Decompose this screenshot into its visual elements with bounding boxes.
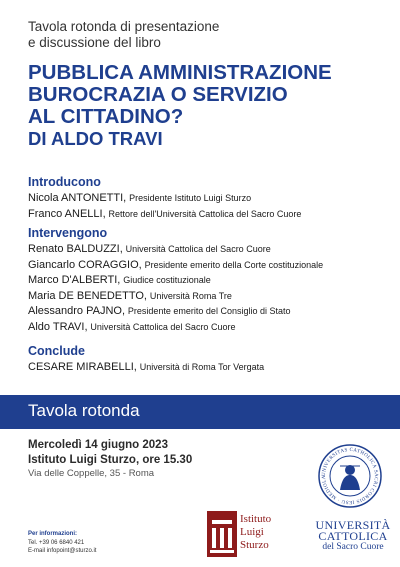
event-type-label: Tavola rotonda xyxy=(28,401,140,420)
person-row xyxy=(28,304,323,320)
book-title xyxy=(28,62,332,150)
person-name: Nicola ANTONETTI, xyxy=(28,192,127,204)
author-line: DI ALDO TRAVI xyxy=(28,128,163,149)
person-row xyxy=(28,242,323,258)
unicatt-seal xyxy=(318,444,382,508)
person-role: Università di Roma Tor Vergata xyxy=(139,362,265,372)
event-details xyxy=(28,438,192,468)
sturzo-logo xyxy=(207,511,295,557)
title-line-1: PUBBLICA AMMINISTRAZIONE xyxy=(28,61,332,84)
person-name: Alessandro PAJNO, xyxy=(28,305,126,317)
intro-line-2: e discussione del libro xyxy=(28,35,161,50)
sturzo-line-3: Sturzo xyxy=(240,539,269,551)
seal-icon xyxy=(318,444,382,508)
person-role: Presidente Istituto Luigi Sturzo xyxy=(129,193,252,203)
intro-line-1: Tavola rotonda di presentazione xyxy=(28,19,220,34)
unicatt-line-3: del Sacro Cuore xyxy=(322,542,384,552)
event-address: Via delle Coppelle, 35 - Roma xyxy=(28,468,155,479)
person-row xyxy=(28,320,323,336)
sturzo-mark-icon xyxy=(207,511,237,557)
contact-heading: Per informazioni: xyxy=(28,531,78,537)
sturzo-line-1: Istituto xyxy=(240,513,272,525)
person-role: Presidente emerito del Consiglio di Stato xyxy=(127,306,291,316)
intervengono-list xyxy=(28,242,323,335)
person-name: Marco D'ALBERTI, xyxy=(28,274,121,286)
contact-phone: Tel. +39 06 6840 421 xyxy=(28,539,85,546)
contact-info xyxy=(28,530,96,556)
person-name: Maria DE BENEDETTO, xyxy=(28,289,147,302)
person-row xyxy=(28,289,323,305)
conclude-list xyxy=(28,360,264,376)
person-row xyxy=(28,191,301,207)
person-name: Aldo TRAVI, xyxy=(28,320,88,333)
event-venue: Istituto Luigi Sturzo, ore 15.30 xyxy=(28,454,193,466)
person-role: Università Roma Tre xyxy=(149,290,232,301)
person-role: Presidente emerito della Corte costituzionale xyxy=(144,259,324,270)
event-intro xyxy=(28,19,219,51)
person-row xyxy=(28,258,323,274)
person-role: Rettore dell'Università Cattolica del Sacro Cuore xyxy=(108,208,302,219)
section-heading-introducono: Introducono xyxy=(28,175,101,189)
person-row xyxy=(28,273,323,289)
title-line-3: AL CITTADINO? xyxy=(28,105,184,128)
unicatt-logo-text xyxy=(308,520,398,553)
sturzo-line-2: Luigi xyxy=(240,526,264,538)
event-type-band xyxy=(0,395,400,429)
unicatt-line-1: UNIVERSITÀ xyxy=(315,518,391,532)
contact-email[interactable]: E-mail infopoint@sturzo.it xyxy=(28,548,97,554)
title-line-2: BUROCRAZIA O SERVIZIO xyxy=(28,83,288,106)
seal-ring-text: UNIVERSITAS CATHOLICA SACRI CORDIS IESU · MEDIOLA xyxy=(321,447,379,505)
person-row xyxy=(28,207,301,223)
person-role: Università Cattolica del Sacro Cuore xyxy=(125,244,271,254)
sturzo-logo-text xyxy=(240,513,271,552)
person-name: Renato BALDUZZI, xyxy=(28,243,123,255)
person-name: Franco ANELLI, xyxy=(28,207,106,220)
section-heading-conclude: Conclude xyxy=(28,344,85,358)
person-name: CESARE MIRABELLI, xyxy=(28,361,137,373)
person-role: Giudice costituzionale xyxy=(123,275,211,285)
person-name: Giancarlo CORAGGIO, xyxy=(28,258,142,271)
person-role: Università Cattolica del Sacro Cuore xyxy=(90,321,236,332)
introducono-list xyxy=(28,191,301,222)
person-row xyxy=(28,360,264,376)
unicatt-line-2: CATTOLICA xyxy=(318,529,388,543)
event-date: Mercoledì 14 giugno 2023 xyxy=(28,439,168,451)
section-heading-intervengono: Intervengono xyxy=(28,226,108,240)
